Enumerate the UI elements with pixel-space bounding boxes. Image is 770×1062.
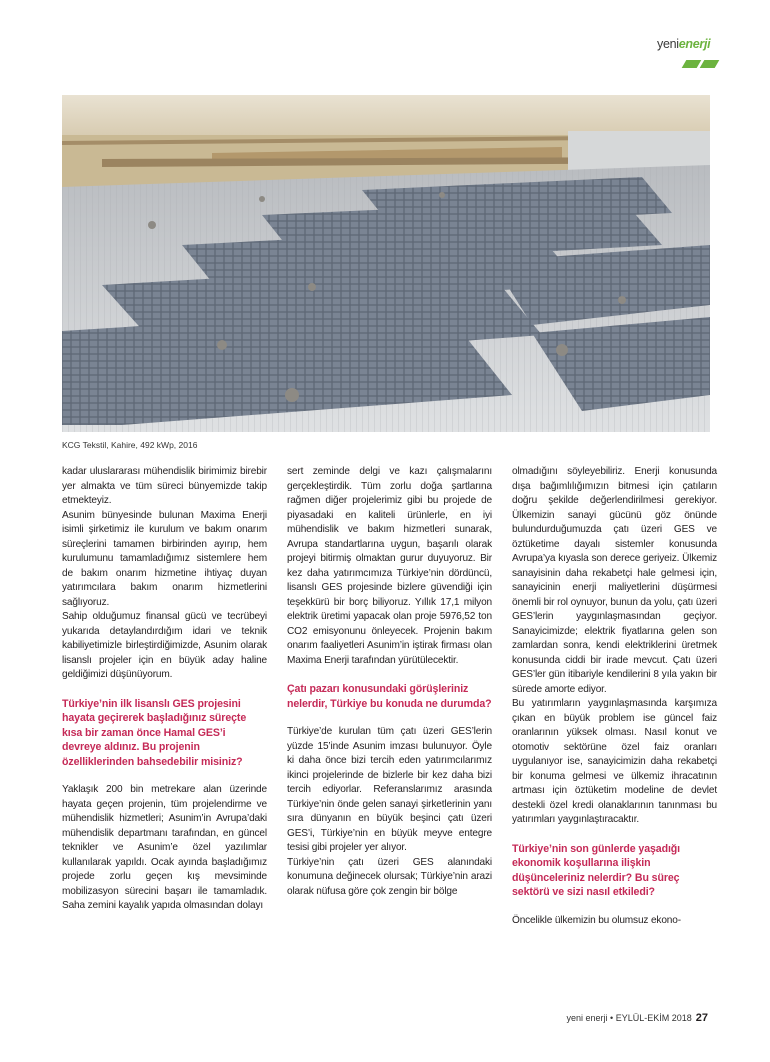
text-column-1	[62, 465, 267, 914]
logo-text-yeni: yeni	[657, 37, 679, 51]
paragraph: Sahip olduğumuz finansal gücü ve tecrübeyi yukarıda detaylandırdığım idari ve teknik kabiliyetimizle birleştirdiğimizde, Asunim olarak lisanslı projeler için en büyük aday haline geldiğimizi düşünüyorum.	[62, 611, 267, 680]
logo-stripes-icon	[681, 60, 717, 68]
interview-question: Çatı pazarı konusundaki görüşleriniz nelerdir, Türkiye bu konuda ne durumda?	[287, 683, 492, 710]
paragraph: Asunim bünyesinde bulunan Maxima Enerji isimli şirketimiz ile kurulum ve bakım onarım süreçlerini tamamen birbirinden ayırıp, hem kurulumunu tamamladığımız sistemlere hem de bakım onarım hizmetine ihtiyaç duyan yatırımcılara bakım onarım hizmetlerini sağlıyoruz.	[62, 509, 267, 608]
paragraph: Yaklaşık 200 bin metrekare alan üzerinde hayata geçen projenin, tüm projelendirme ve mühendislik hizmetleri; Asunim’in Avrupa’daki mühendislik departmanı tarafından, en güncel teknikler ve Asunim’e özel yazılımlar kullanılarak yapıldı. Ocak ayında başladığımız projede zorlu geçen kış mevsiminde mobilizasyon sürecini başarı ile tamamladık. Saha zemini kayalık yapıda olmasından dolayı	[62, 784, 267, 911]
photo-caption: KCG Tekstil, Kahire, 492 kWp, 2016	[62, 440, 198, 450]
interview-question: Türkiye’nin ilk lisanslı GES projesini hayata geçirerek başladığınız süreçte kısa bir zaman önce Hamal GES’i devreye aldınız. Bu projenin özelliklerinden bahsedebilir misiniz?	[62, 697, 247, 768]
magazine-logo	[657, 37, 710, 51]
rooftop-solar-photo	[62, 95, 710, 432]
footer-magazine-issue: yeni enerji • EYLÜL-EKİM 2018	[566, 1013, 692, 1023]
paragraph: Öncelikle ülkemizin bu olumsuz ekono-	[512, 914, 681, 926]
paragraph: Türkiye’de kurulan tüm çatı üzeri GES’lerin yüzde 15’inde Asunim imzası bulunuyor. Öyle ki daha önce bizi tercih eden yatırımcılarımız ikinci projelerinde de bizlerle bir kez daha bizi tercih ediyorlar. Referanslarımız arasında Türkiye’nin önde gelen sanayi şirketlerinin yanı sıra dünyanın en büyük beşinci çatı üzeri GES’i, Türkiye’nin en büyük meyve entegre tesisi gibi projeler yer alıyor.	[287, 726, 492, 853]
paragraph: kadar uluslararası mühendislik birimimiz birebir yer almakta ve tüm süreci bünyemizde takip etmekteyiz.	[62, 466, 267, 506]
paragraph: olmadığını söyleyebiliriz. Enerji konusunda dışa bağımlılığımızın bitmesi için çatıların doğru şekilde değerlendirilmesi gerekiyor. Ülkemizin sanayi gücünü göz önünde bulundurduğumuzda çatı üzeri GES ve öztüketime dayalı sistemler konusunda Avrupa’ya kıyasla son derece geriyeiz. Ülkemiz sanayisinin daha rekabetçi hale gelmesi için, sanayicinin enerji maliyetlerini düşürmesi önemli bir rol oynuyor, bunun da yolu, çatı üzeri GES’lerin yaygınlaşmasından geçiyor. Sanayicimizde; elektrik fiyatlarına gelen son zamlardan sonra, kendi elektriklerini üretmek konusunda ciddi bir irade mevcut. Çatı üzeri GES’ler gün itibariyle kendilerini 8 yıla yakın bir sürede amorte ediyor.	[512, 466, 717, 695]
text-column-3	[512, 465, 717, 928]
paragraph: Türkiye’nin çatı üzeri GES alanındaki konumuna değinecek olursak; Türkiye’nin arazi olarak nüfusa göre çok zengin bir bölge	[287, 856, 492, 897]
page-number: 27	[695, 1012, 708, 1024]
interview-question: Türkiye’nin son günlerde yaşadığı ekonomik koşullarına ilişkin düşünceleriniz nelerdir? Bu süreç sektörü ve sizi nasıl etkiledi?	[512, 842, 681, 898]
solar-roof-illustration	[62, 95, 710, 432]
page-footer	[567, 1012, 708, 1024]
logo-text-enerji: enerji	[678, 37, 711, 51]
text-column-2	[287, 465, 492, 899]
paragraph: sert zeminde delgi ve kazı çalışmalarını gerçekleştirdik. Tüm zorlu doğa şartlarına rağmen diğer projelerimiz gibi bu projede de piyasadaki en kaliteli ürünlerle, en iyi mühendislik ve bakım hizmetleri sunarak, Avrupa standartlarına uygun, başarılı olarak projeyi bitirmiş olmaktan gurur duyuyoruz. Bir kez daha yatırımcımıza Türkiye’nin dördüncü, lisanslı GES projesinde bizlere güvendiği için teşekkürü bir borç biliyoruz. Yıllık 17,1 milyon elektrik üretimi yapacak olan proje 5976,52 ton CO2 emisyonunu önleyecek. Projenin bakım onarım faaliyetleri Asunim’in iştirak firması olan Maxima Enerji tarafından yürütülecektir.	[287, 466, 492, 666]
paragraph: Bu yatırımların yaygınlaşmasında karşımıza çıkan en büyük problem ise güncel faiz oranlarının yüksek olması. Nasıl konut ve otomotiv sektörüne özel faiz oranları uygulanıyor ise, sanayicimizin daha rekabetçi bir konuma gelmesi ve ülkemiz ihracatının artması için öztüketim modeline de devlet destekli özel kredi olanaklarının tanınması bu yatırımları yaygınlaştıracaktır.	[512, 698, 717, 825]
